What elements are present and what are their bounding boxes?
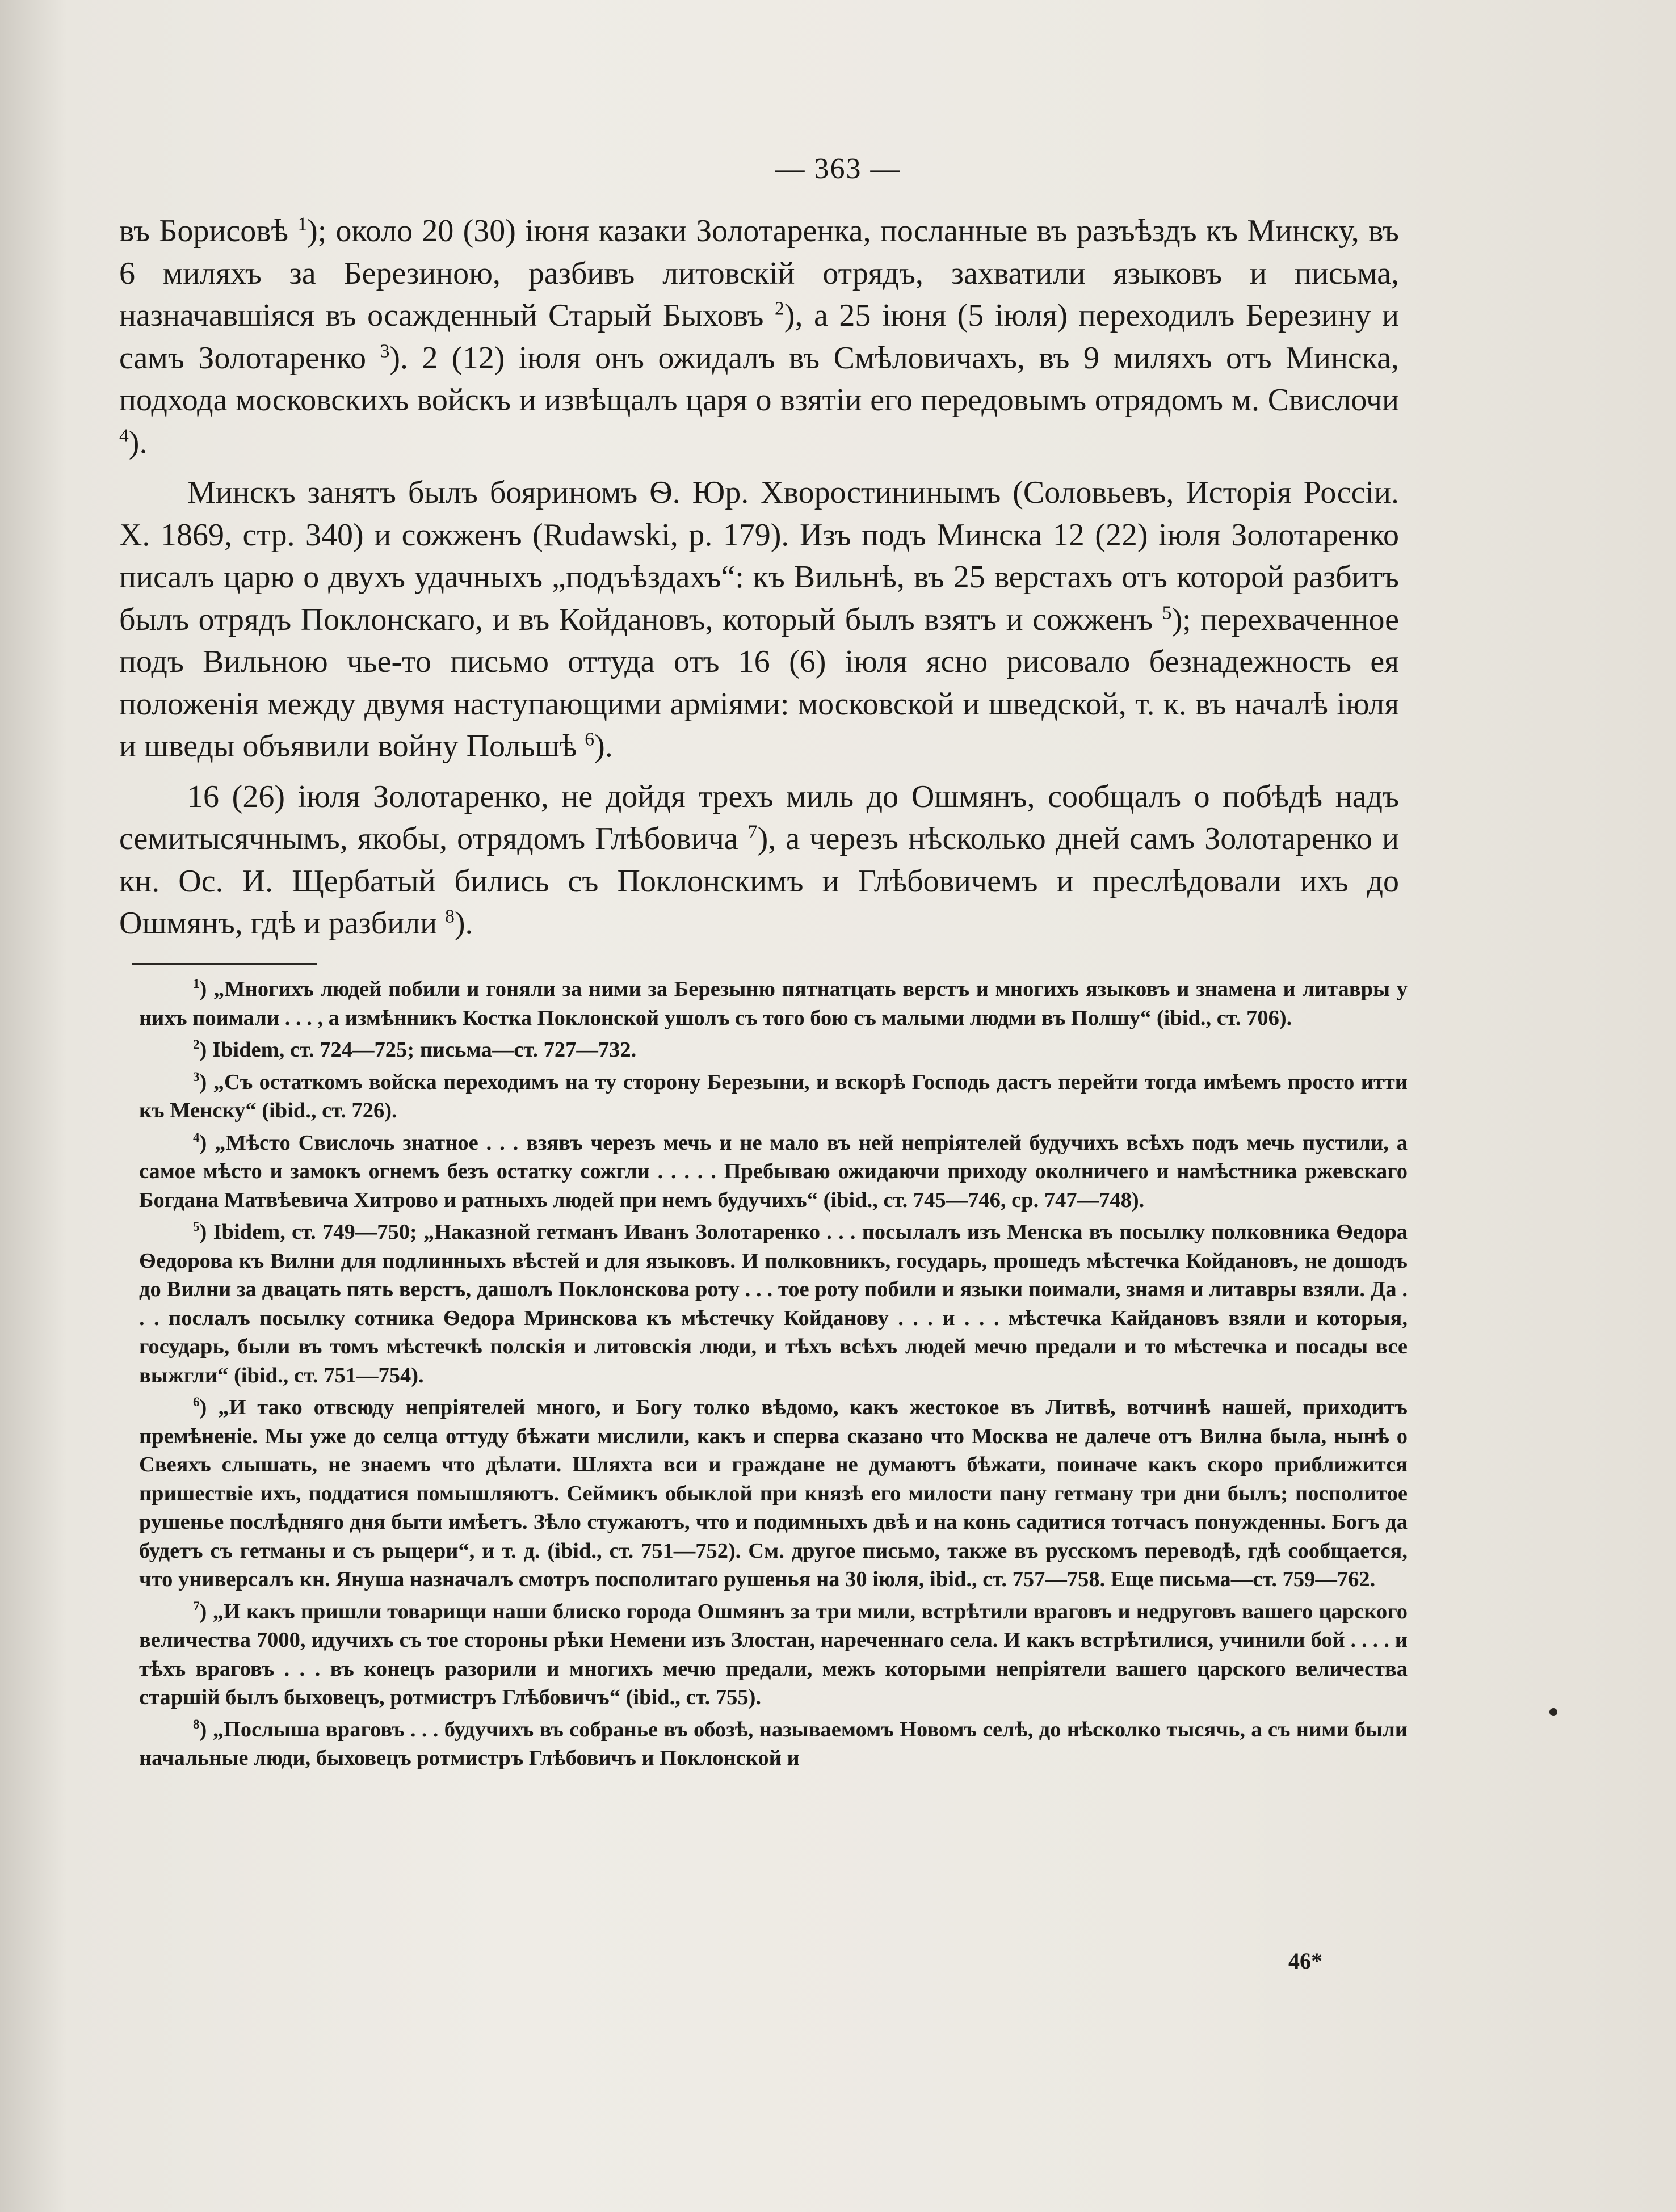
footnote-separator [132, 963, 317, 965]
footnote: $^8$) „Послыша враговъ . . . будучихъ въ собранье въ обозѣ, называемомъ Новомъ селѣ, до нѣсколко тысячь, а съ ними были начальные люди, быховецъ ротмистръ Глѣбовичъ и Поклонской и [139, 1716, 1408, 1770]
paragraph: Минскъ занятъ былъ бояриномъ Ѳ. Юр. Хворостининымъ (Соловьевъ, Исторія Россіи. X. 1869, стр. 340) и сожженъ (Rudawski, р. 179). Изъ подъ Минска 12 (22) іюля Золотаренко писалъ царю о двухъ удачныхъ „подъѣздахъ“: къ Вильнѣ, въ 25 верстахъ отъ которой разбитъ былъ отрядъ Поклонскаго, и въ Койдановъ, который былъ взятъ и сожженъ $^5$); перехваченное подъ Вильною чье-то письмо оттуда отъ 16 (6) іюля ясно рисовало безнадежность ея положенія между двумя наступающими арміями: московской и шведской, т. к. въ началѣ іюля и шведы объявили войну Польшѣ $^6$). [119, 475, 1399, 764]
footnote: $^1$) „Многихъ людей побили и гоняли за ними за Березыню пятнатцать верстъ и многихъ языковъ и знамена и литавры у нихъ поимали . . . , а измѣнникъ Костка Поклонской ушолъ съ того бою съ малыми людми въ Полшу“ (ibid., ст. 706). [139, 976, 1408, 1030]
footnote: $^4$) „Мѣсто Свислочь знатное . . . взявъ черезъ мечь и не мало въ ней непріятелей будучихъ всѣхъ подъ мечь пустили, а самое мѣсто и замокъ огнемъ безъ остатку сожгли . . . . . Пребываю ожидаючи приходу околничего и намѣстника ржевскаго Богдана Матвѣевича Хитрово и ратныхъ людей при немъ будучихъ“ (ibid., ст. 745—746, ср. 747—748). [139, 1129, 1408, 1212]
footnote-ref: 1 [193, 976, 200, 991]
ink-spot [1549, 1708, 1557, 1716]
footnote-ref: 4 [193, 1129, 200, 1145]
footnote-ref: 2 [775, 298, 784, 319]
footnote-ref: 4 [119, 424, 129, 446]
footnote: $^7$) „И какъ пришли товарищи наши блиско города Ошмянъ за три мили, встрѣтили враговъ и недруговъ вашего царского величества 7000, идучихъ съ тое стороны рѣки Немени изъ Злостан, нареченнаго села. И какъ встрѣтилися, учинили бой . . . . и тѣхъ враговъ . . . въ конецъ разорили и многихъ мечю предали, межъ которыми непріятели вашего царского величества старшій былъ быховецъ, ротмистръ Глѣбовичъ“ (ibid., ст. 755). [139, 1598, 1408, 1709]
footnote-ref: 3 [380, 340, 390, 361]
footnote: $^2$) Ibidem, ст. 724—725; письма—ст. 727—732. [193, 1037, 637, 1062]
footnote-ref: 7 [193, 1598, 200, 1613]
footnote-ref: 7 [747, 821, 758, 843]
page-number: — 363 — [775, 153, 901, 185]
footnote-ref: 5 [1162, 602, 1172, 623]
footnote-ref: 1 [297, 213, 308, 235]
footnote-ref: 6 [585, 729, 595, 750]
footnote: $^6$) „И тако отвсюду непріятелей много, и Богу толко вѣдомо, какъ жестокое въ Литвѣ, вотчинѣ нашей, приходитъ премѣненіе. Мы уже до селца оттуду бѣжати мислили, какъ и сперва сказано что Москва не далече отъ Вилна была, нынѣ о Свеяхъ слышать, не знаемъ что дѣлати. Шляхта вси и граждане не думаютъ бѣжати, поиначе какъ скоро приближится пришествіе ихъ, поддатися помышляютъ. Сеймикъ обыклой при князѣ его милости пану гетману три дни былъ; посполитое рушенье послѣдняго дня быти имѣетъ. Зѣло стужаютъ, что и подимныхъ двѣ и на конь садитися тотчасъ понужденны. Богъ да будетъ съ гетманы и съ рыцери“, и т. д. (ibid., ст. 751—752). См. другое письмо, также въ русскомъ переводѣ, гдѣ сообщается, что универсалъ кн. Януша назначалъ смотръ посполитаго рушенья на 30 іюля, ibid., ст. 757—758. Еще письма—ст. 759—762. [139, 1394, 1408, 1591]
signature-mark: 46* [1288, 1948, 1322, 1974]
footnotes [139, 975, 1408, 1776]
footnote-ref: 8 [445, 906, 455, 927]
footnote: $^3$) „Съ остаткомъ войска переходимъ на ту сторону Березыни, и вскорѣ Господь дастъ перейти тогда имѣемъ просто итти къ Менску“ (ibid., ст. 726). [139, 1069, 1408, 1122]
footnote-ref: 3 [193, 1069, 200, 1084]
main-text [119, 210, 1399, 953]
footnote-ref: 5 [193, 1219, 200, 1234]
footnote: $^5$) Ibidem, ст. 749—750; „Наказной гетманъ Иванъ Золотаренко . . . посылалъ изъ Менска въ посылку полковника Ѳедора Ѳедорова къ Вилни для подлинныхъ вѣстей и для языковъ. И полковникъ, государь, прошедъ мѣстечка Койдановъ, не дошодъ до Вилни за двацать пять верстъ, дашолъ Поклонскова роту . . . тое роту побили и языки поимали, знамя и литавры взяли. Да . . . послалъ посылку сотника Ѳедора Мринскова къ мѣстечку Койданову . . . и . . . мѣстечка Кайдановъ взяли и которыя, государь, были въ томъ мѣстечкѣ полскія и литовскія люди, и тѣхъ всѣхъ людей мечю предали и то мѣстечка и посады все выжгли“ (ibid., ст. 751—754). [139, 1219, 1408, 1387]
footnote-ref: 8 [193, 1716, 200, 1731]
footnote-ref: 6 [193, 1394, 200, 1410]
footnote-ref: 2 [193, 1037, 200, 1052]
paragraph: 16 (26) іюля Золотаренко, не дойдя трехъ миль до Ошмянъ, сообщалъ о побѣдѣ надъ семитысячнымъ, якобы, отрядомъ Глѣбовича $^7$), а черезъ нѣсколько дней самъ Золотаренко и кн. Ос. И. Щербатый бились съ Поклонскимъ и Глѣбовичемъ и преслѣдовали ихъ до Ошмянъ, гдѣ и разбили $^8$). [119, 779, 1399, 941]
paragraph: въ Борисовѣ $^1$); около 20 (30) іюня казаки Золотаренка, посланные въ разъѣздъ къ Минску, въ 6 миляхъ за Березиною, разбивъ литовскій отрядъ, захватили языковъ и письма, назначавшіяся въ осажденный Старый Быховъ $^2$), а 25 іюня (5 іюля) переходилъ Березину и самъ Золотаренко $^3$). 2 (12) іюля онъ ожидалъ въ Смѣловичахъ, въ 9 миляхъ отъ Минска, подхода московскихъ войскъ и извѣщалъ царя о взятіи его передовымъ отрядомъ м. Свислочи $^4$). [119, 213, 1399, 460]
